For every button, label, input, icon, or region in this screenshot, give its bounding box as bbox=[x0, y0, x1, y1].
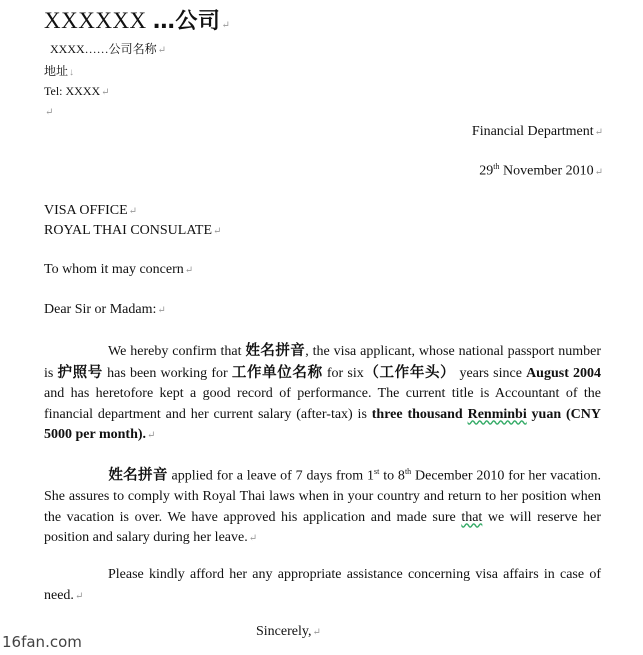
paragraph-leave bbox=[44, 462, 601, 550]
paragraph-mark-icon: ↵ bbox=[74, 590, 84, 602]
line-break-icon: ↓ bbox=[69, 67, 75, 78]
p1-text-5: years since bbox=[455, 365, 527, 381]
p2-sup-1: st bbox=[374, 467, 380, 476]
closing-line bbox=[256, 624, 321, 640]
to-whom-line bbox=[44, 262, 193, 278]
p3-text: Please kindly afford her any appropriate assistance concerning visa affairs in case of need. bbox=[44, 567, 601, 603]
p2-that-word: that bbox=[461, 509, 483, 525]
title-latin: XXXXXX bbox=[44, 8, 147, 33]
paragraph-mark-icon: ↵ bbox=[312, 627, 321, 638]
tel-text: Tel: XXXX bbox=[44, 84, 101, 98]
address-line bbox=[44, 62, 74, 79]
date-rest: November 2010 bbox=[499, 163, 594, 179]
p2-text-3: December 2010 for her vacation. She assures to comply with Royal Thai laws when in your country and return to her position when the vacation is over. We have approved his application and made sure bbox=[44, 468, 601, 525]
paragraph-mark-icon: ↵ bbox=[128, 206, 138, 217]
paragraph-mark-icon: ↵ bbox=[221, 20, 231, 31]
recipient-line-2 bbox=[44, 223, 221, 239]
p1-text-3: has been working for bbox=[102, 365, 232, 381]
paragraph-request bbox=[44, 565, 601, 607]
company-name bbox=[50, 40, 166, 57]
p1-text-1: We hereby confirm that bbox=[108, 344, 246, 359]
years-worked: （工作年头） bbox=[363, 364, 456, 381]
paragraph-mark-icon: ↵ bbox=[157, 305, 166, 316]
letter-title bbox=[44, 4, 230, 35]
paragraph-mark-icon: ↵ bbox=[213, 226, 222, 237]
dear-line bbox=[44, 302, 166, 318]
date-day: 29 bbox=[479, 163, 494, 179]
salary-currency: Renminbi bbox=[467, 406, 527, 422]
paragraph-mark-icon: ↵ bbox=[594, 127, 603, 138]
company-name-text: XXXX……公司名称 bbox=[50, 42, 157, 56]
start-date: August 2004 bbox=[526, 365, 602, 381]
date-line bbox=[479, 162, 603, 180]
closing-text: Sincerely, bbox=[256, 624, 312, 639]
p2-text-1: applied for a leave of 7 days from 1 bbox=[167, 468, 375, 484]
salary-words: three thousand bbox=[371, 406, 468, 422]
applicant-name: 姓名拼音 bbox=[245, 343, 306, 359]
address-label: 地址 bbox=[44, 64, 69, 78]
employer-name: 工作单位名称 bbox=[231, 364, 323, 381]
paragraph-mark-icon: ↵ bbox=[101, 87, 110, 98]
paragraph-mark-icon: ↵ bbox=[45, 107, 54, 118]
department-text: Financial Department bbox=[471, 124, 594, 139]
recipient-consulate: ROYAL THAI CONSULATE bbox=[44, 223, 212, 238]
department-line bbox=[472, 124, 603, 140]
date-suffix: th bbox=[493, 162, 500, 171]
paragraph-employment bbox=[44, 341, 601, 447]
applicant-name: 姓名拼音 bbox=[108, 467, 168, 484]
recipient-line-1 bbox=[44, 203, 137, 219]
p1-text-2: , the visa applicant, whose national passport number is bbox=[44, 344, 602, 381]
empty-line bbox=[44, 104, 53, 119]
p2-text-4: we will reserve her position and salary during her leave. bbox=[44, 509, 601, 546]
tel-line bbox=[44, 84, 110, 99]
passport-number: 护照号 bbox=[57, 364, 103, 381]
to-whom-text: To whom it may concern bbox=[44, 262, 184, 277]
paragraph-mark-icon: ↵ bbox=[157, 45, 167, 56]
paragraph-mark-icon: ↵ bbox=[184, 265, 194, 276]
title-chinese: …公司 bbox=[152, 9, 221, 34]
paragraph-mark-icon: ↵ bbox=[147, 430, 156, 441]
dear-text: Dear Sir or Madam: bbox=[44, 302, 157, 317]
p2-text-2: to 8 bbox=[379, 468, 405, 484]
paragraph-mark-icon: ↵ bbox=[248, 533, 258, 545]
recipient-office: VISA OFFICE bbox=[44, 203, 128, 218]
salary-amount: yuan (CNY 5000 per month). bbox=[44, 406, 601, 442]
p2-sup-2: th bbox=[404, 467, 412, 476]
p1-text-4: for six bbox=[322, 365, 364, 381]
p1-text-6: and has heretofore kept a good record of performance. The current title is Accountant of the financial department and her current salary (after-tax) is bbox=[44, 386, 601, 422]
watermark-logo: 16fan.com bbox=[2, 633, 82, 651]
paragraph-mark-icon: ↵ bbox=[594, 166, 603, 178]
